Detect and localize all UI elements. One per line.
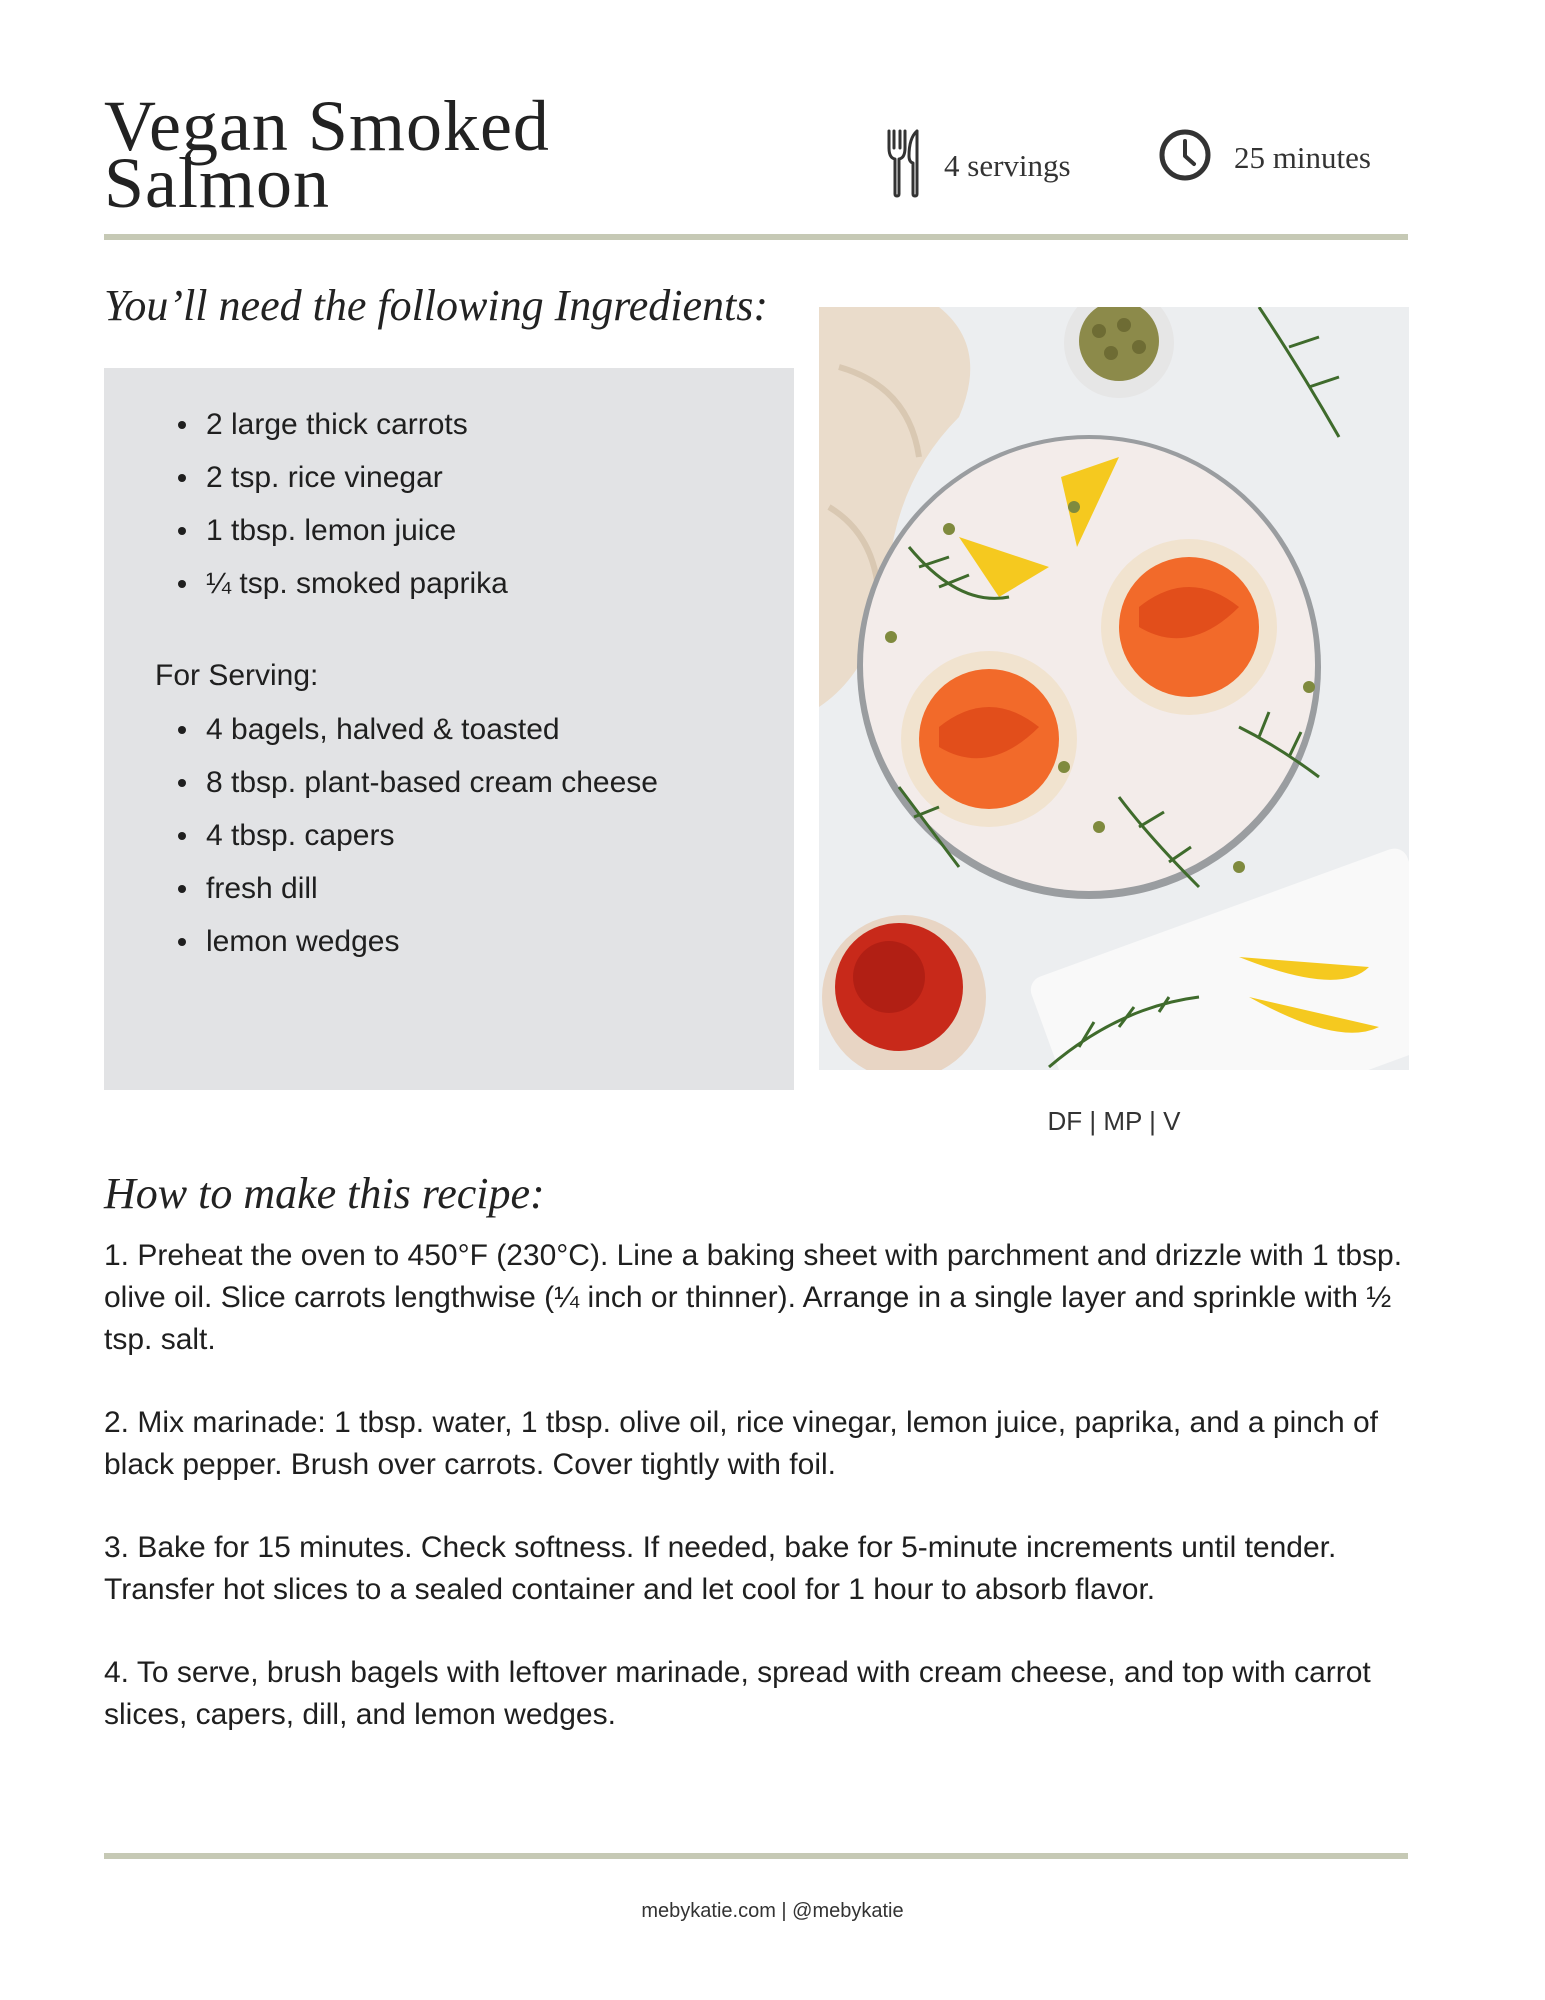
method-step: 4. To serve, brush bagels with leftover marinade, spread with cream cheese, and top with carrot slices, capers, dill, and lemon wedges.	[104, 1656, 1371, 1731]
serving-item: lemon wedges	[206, 915, 794, 968]
diet-tags: DF | MP | V	[1047, 1106, 1181, 1136]
title-line-2: Salmon	[104, 143, 331, 223]
serving-item: 8 tbsp. plant-based cream cheese	[206, 756, 794, 809]
ingredient-item: 2 large thick carrots	[206, 398, 794, 451]
method-step: 3. Bake for 15 minutes. Check softness. If needed, bake for 5-minute increments until tender. Transfer hot slices to a sealed container and let cool for 1 hour to absorb flavor.	[104, 1531, 1337, 1606]
ingredient-item: 1 tbsp. lemon juice	[206, 504, 794, 557]
method-heading: How to make this recipe:	[104, 1169, 545, 1218]
serving-item: fresh dill	[206, 862, 794, 915]
time-label: 25 minutes	[1234, 139, 1371, 175]
method-step: 2. Mix marinade: 1 tbsp. water, 1 tbsp. olive oil, rice vinegar, lemon juice, paprika, and a pinch of black pepper. Brush over carrots. Cover tightly with foil.	[104, 1406, 1379, 1481]
ingredient-list	[104, 398, 794, 610]
footer-divider	[104, 1853, 1408, 1859]
ingredients-panel	[104, 368, 794, 1090]
fork-knife-icon	[886, 128, 922, 203]
ingredients-heading: You’ll need the following Ingredients:	[104, 281, 769, 330]
method-step: 1. Preheat the oven to 450°F (230°C). Line a baking sheet with parchment and drizzle with 1 tbsp. olive oil. Slice carrots lengthwise (¼ inch or thinner). Arrange in a single layer and sprinkle with ½ tsp. salt.	[104, 1239, 1403, 1356]
serving-ingredient-list	[104, 703, 794, 968]
method-steps	[104, 1235, 1414, 1777]
recipe-photo	[819, 307, 1409, 1070]
servings-info	[886, 128, 1071, 203]
title-line-1: Vegan Smoked	[104, 86, 550, 166]
header-divider	[104, 234, 1408, 240]
recipe-title	[104, 86, 550, 223]
ingredient-item: ¼ tsp. smoked paprika	[206, 557, 794, 610]
time-info	[1158, 128, 1371, 187]
clock-icon	[1158, 128, 1212, 187]
serving-item: 4 tbsp. capers	[206, 809, 794, 862]
servings-label: 4 servings	[944, 147, 1071, 183]
serving-item: 4 bagels, halved & toasted	[206, 703, 794, 756]
for-serving-heading: For Serving:	[155, 659, 319, 692]
footer-credit: mebykatie.com | @mebykatie	[641, 1900, 904, 1922]
ingredient-item: 2 tsp. rice vinegar	[206, 451, 794, 504]
